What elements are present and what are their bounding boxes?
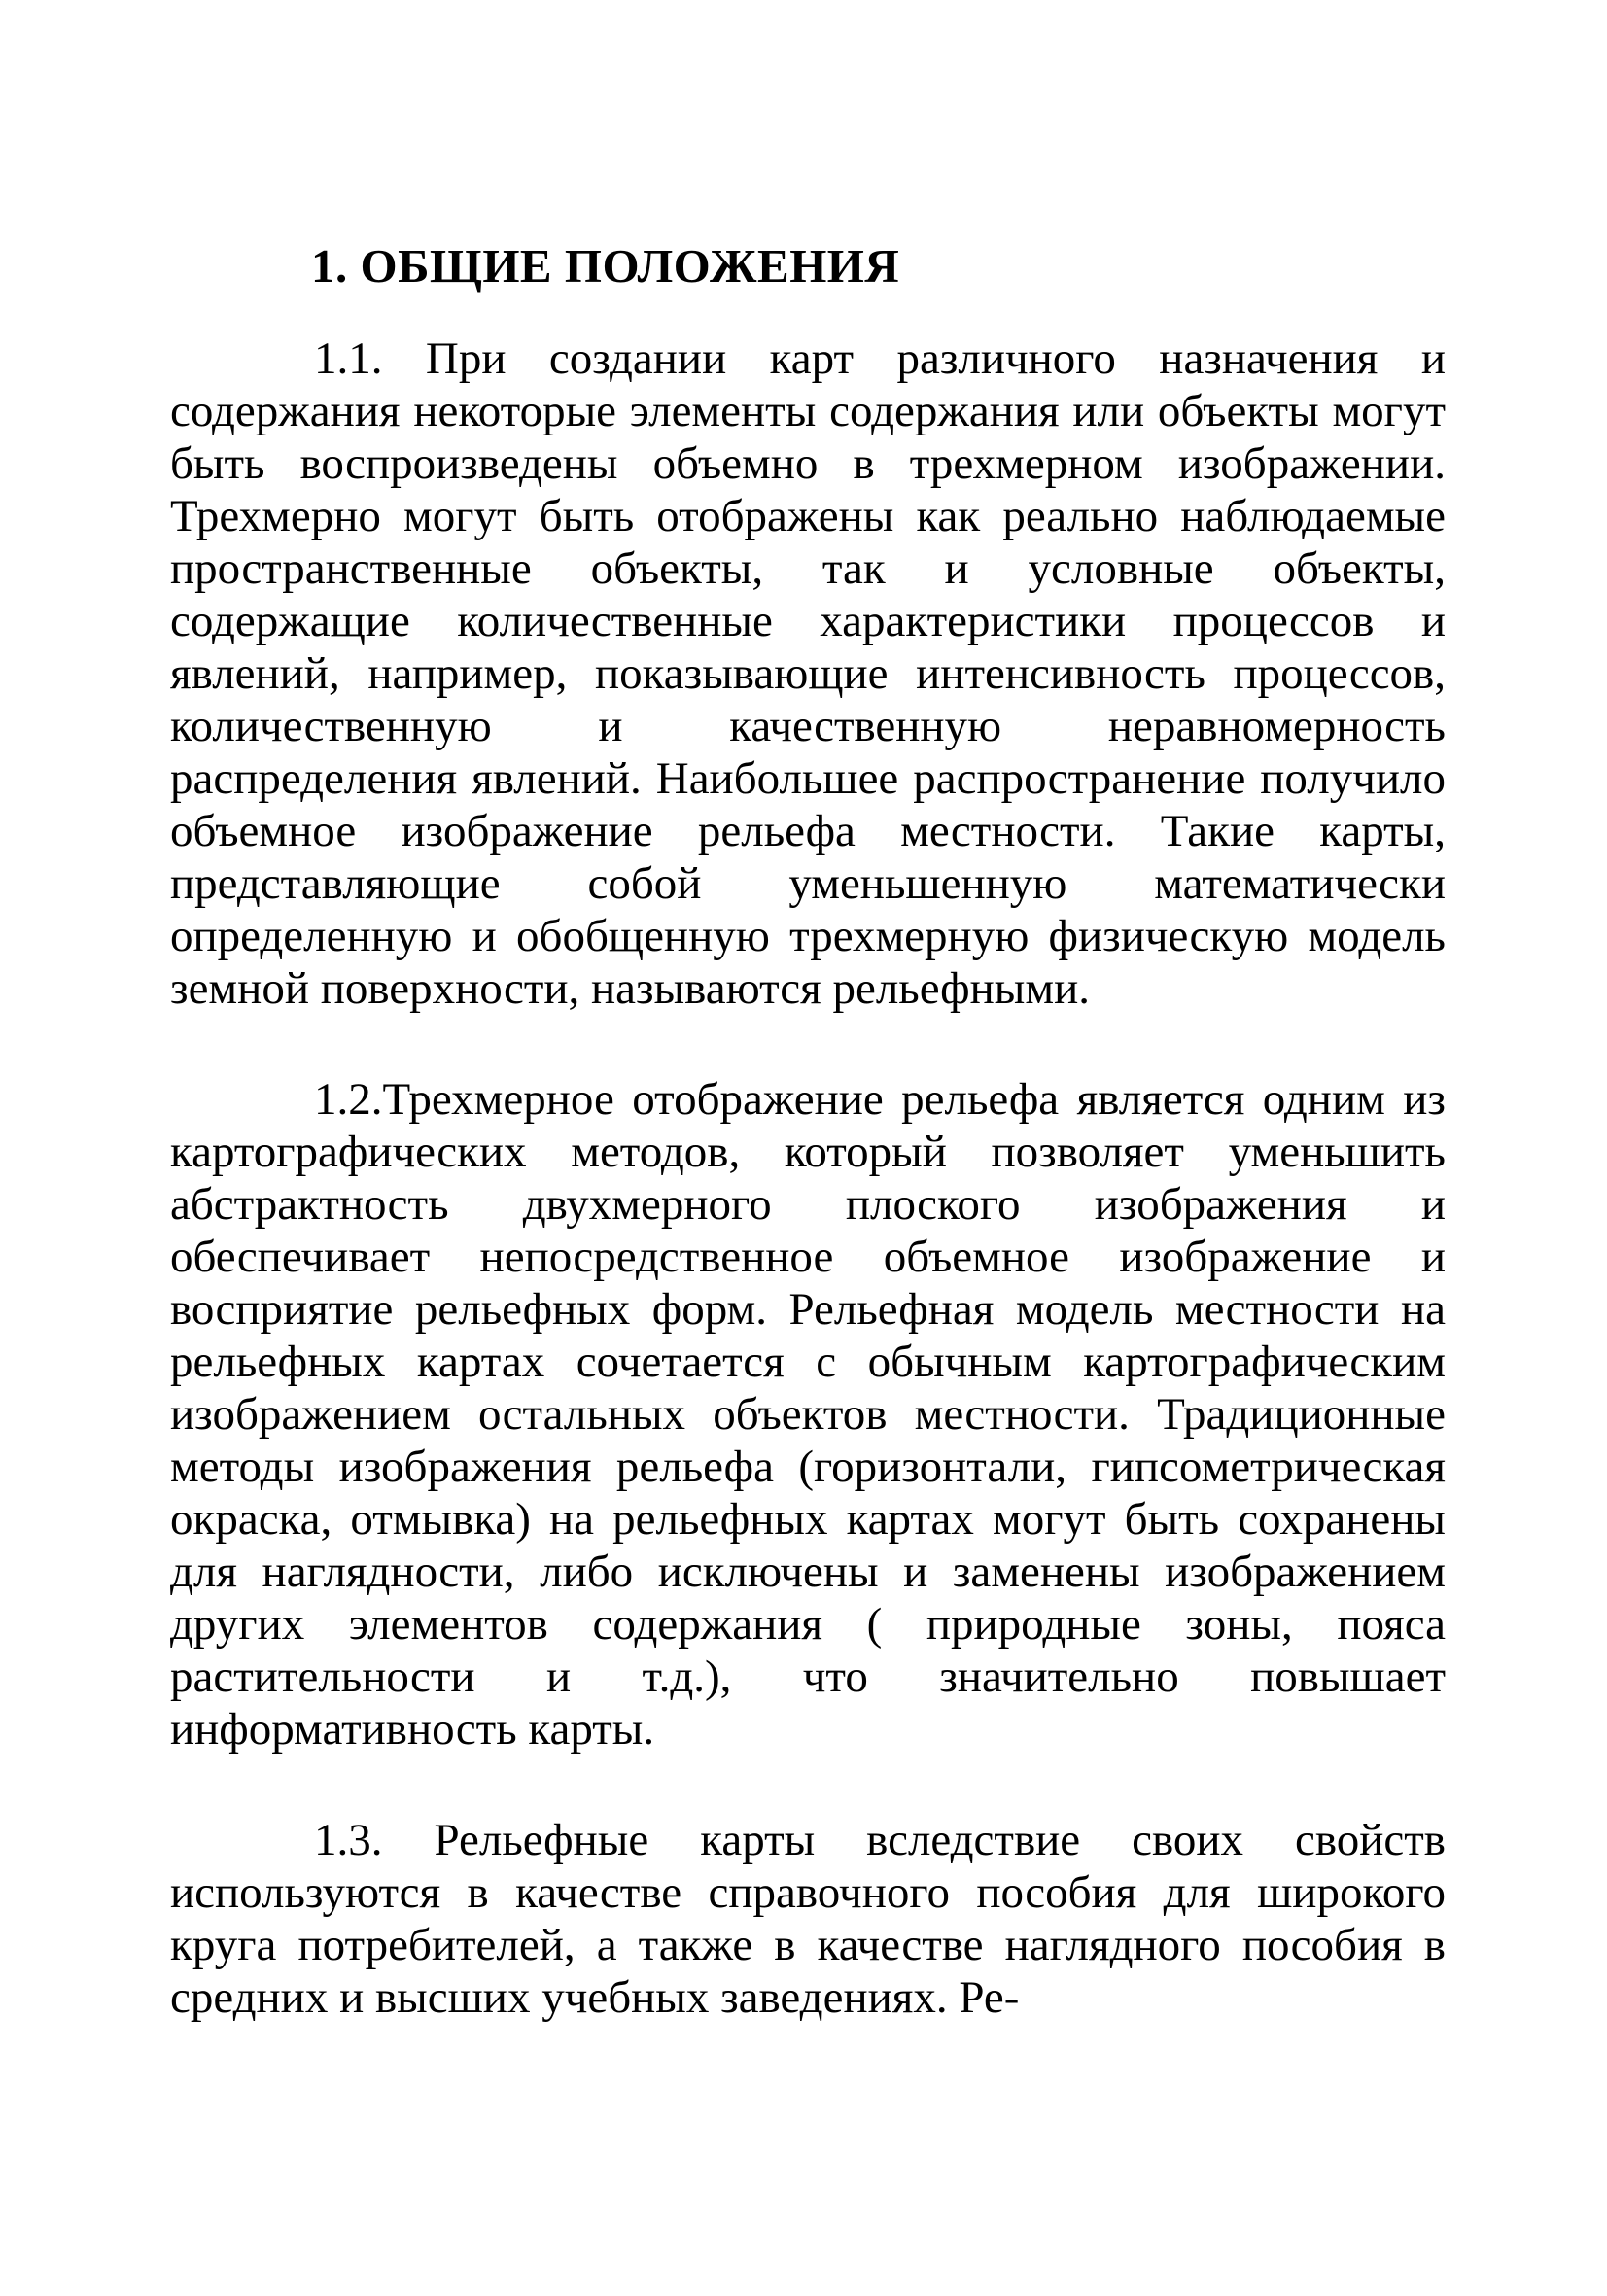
- paragraph-1-1: 1.1. При создании карт различного назначения и содержания некоторые элементы содержания или объекты могут быть воспроизведены объемно в трехмерном изображении. Трехмерно могут быть отображены как реально наблюдаемые пространственные объекты, так и условные объекты, содержащие количественные характеристики процессов и явлений, например, показывающие интенсивность процессов, количественную и качественную неравномерность распределения явлений. Наибольшее распространение получило объемное изображение рельефа местности. Такие карты, представляющие собой уменьшенную математически определенную и обобщенную трехмерную физическую модель земной поверхности, называются рельефными.: [170, 332, 1446, 1014]
- paragraph-1-2: 1.2.Трехмерное отображение рельефа является одним из картографических методов, который позволяет уменьшить абстрактность двухмерного плоского изображения и обеспечивает непосредственное объемное изображение и восприятие рельефных форм. Рельефная модель местности на рельефных картах сочетается с обычным картографическим изображением остальных объектов местности. Традиционные методы изображения рельефа (горизонтали, гипсометрическая окраска, отмывка) на рельефных картах могут быть сохранены для наглядности, либо исключены и заменены изображением других элементов содержания ( природные зоны, пояса растительности и т.д.), что значительно повышает информативность карты.: [170, 1073, 1446, 1755]
- document-page: [170, 238, 1446, 2024]
- paragraph-1-3: 1.3. Рельефные карты вследствие своих свойств используются в качестве справочного пособия для широкого круга потребителей, а также в качестве наглядного пособия в средних и высших учебных заведениях. Ре-: [170, 1814, 1446, 2023]
- section-heading: 1. ОБЩИЕ ПОЛОЖЕНИЯ: [311, 239, 900, 293]
